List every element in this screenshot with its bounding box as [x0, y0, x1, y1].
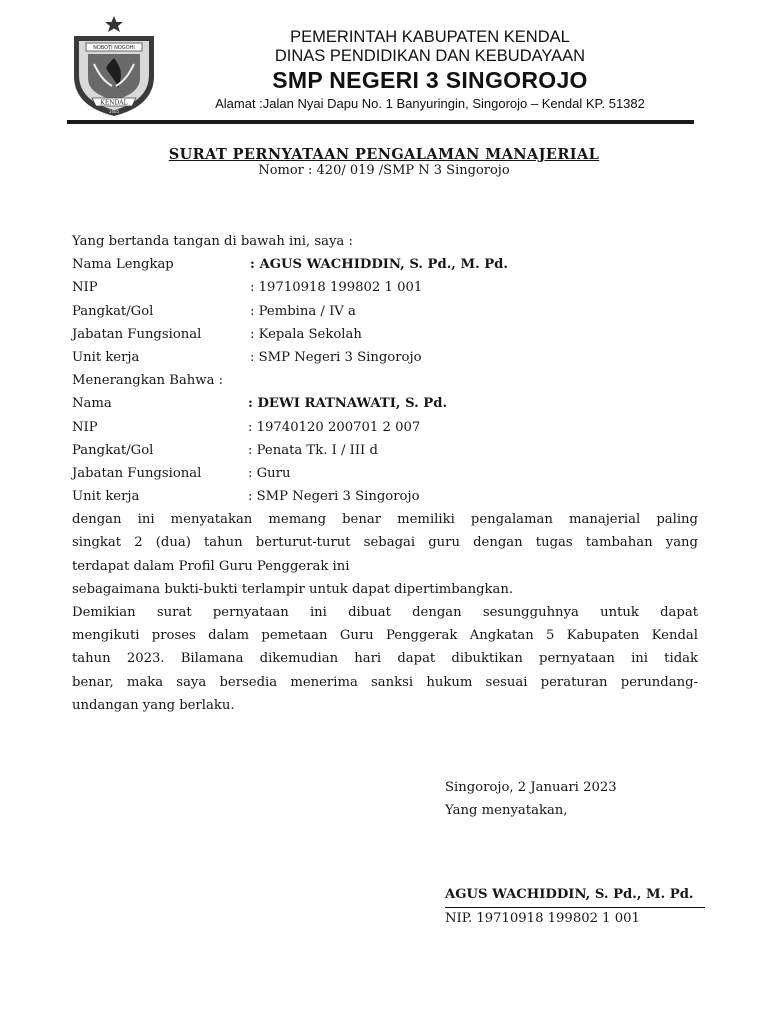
letterhead: [0, 0, 768, 126]
subject-row: [72, 462, 698, 485]
statement-line: singkat 2 (dua) tahun berturut-turut sebagai guru dengan tugas tambahan yang: [72, 535, 698, 551]
field-value: : Guru: [248, 465, 291, 481]
field-value: : Pembina / IV a: [250, 303, 356, 319]
field-value: : SMP Negeri 3 Singorojo: [250, 349, 422, 365]
field-value: : SMP Negeri 3 Singorojo: [248, 489, 420, 505]
closing-line: mengikuti proses dalam pemetaan Guru Penggerak Angkatan 5 Kabupaten Kendal: [72, 628, 698, 644]
statement-line: dengan ini menyatakan memang benar memiliki pengalaman manajerial paling: [72, 512, 698, 528]
field-label: NIP: [72, 280, 98, 296]
closing-line: Demikian surat pernyataan ini dibuat dengan sesungguhnya untuk dapat: [72, 605, 698, 620]
field-label: Nama Lengkap: [72, 257, 174, 273]
field-value: : Kepala Sekolah: [250, 326, 362, 342]
signatory-row: [72, 346, 698, 369]
declarant-label: Yang menyatakan,: [445, 803, 568, 818]
signatory-row: [72, 253, 698, 276]
declares-line: Menerangkan Bahwa :: [72, 373, 224, 389]
school-name: SMP NEGERI 3 SINGOROJO: [272, 67, 588, 93]
signer-nip: NIP. 19710918 199802 1 001: [445, 911, 640, 926]
department-name: DINAS PENDIDIKAN DAN KEBUDAYAAN: [274, 47, 586, 65]
closing-line: benar, maka saya bersedia menerima sanksi hukum sesuai peraturan perundang-: [72, 674, 698, 690]
government-name: PEMERINTAH KABUPATEN KENDAL: [290, 28, 570, 46]
letterhead-text: [170, 28, 690, 113]
letterhead-divider: [67, 120, 694, 124]
field-label: NIP: [72, 419, 98, 435]
statement-paragraph: [72, 508, 698, 601]
signature-block: [445, 776, 617, 822]
subject-row: [72, 416, 698, 439]
statement-line: sebagaimana bukti-bukti terlampir untuk dapat dipertimbangkan.: [72, 581, 514, 597]
signatory-row: [72, 276, 698, 299]
statement-line: terdapat dalam Profil Guru Penggerak ini: [72, 558, 350, 574]
field-label: Unit kerja: [72, 349, 140, 365]
letter-number: Nomor : 420/ 019 /SMP N 3 Singorojo: [258, 163, 510, 178]
svg-text:KENDAL: KENDAL: [100, 99, 128, 107]
field-value: : Penata Tk. I / III d: [248, 442, 378, 458]
field-value: : 19710918 199802 1 001: [250, 280, 423, 296]
field-label: Jabatan Fungsional: [72, 326, 202, 342]
closing-line: tahun 2023. Bilamana dikemudian hari dapat dibuktikan pernyataan ini tidak: [72, 651, 698, 667]
field-value: : 19740120 200701 2 007: [248, 419, 421, 435]
field-label: Pangkat/Gol: [72, 303, 154, 319]
subject-row: [72, 485, 698, 508]
field-label: Unit kerja: [72, 489, 140, 505]
subject-row: [72, 392, 698, 415]
letter-body: [72, 230, 698, 717]
signatory-row: [72, 300, 698, 323]
closing-line: undangan yang berlaku.: [72, 697, 235, 713]
signer-name: AGUS WACHIDDIN, S. Pd., M. Pd.: [445, 884, 705, 908]
letter-title: SURAT PERNYATAAN PENGALAMAN MANAJERIAL: [168, 146, 600, 163]
intro-line: Yang bertanda tangan di bawah ini, saya :: [72, 234, 353, 249]
signatory-row: [72, 323, 698, 346]
place-date: Singorojo, 2 Januari 2023: [445, 780, 617, 795]
svg-text:1605: 1605: [108, 109, 120, 114]
subject-row: [72, 439, 698, 462]
svg-text:NOBOTI NOGOHI: NOBOTI NOGOHI: [93, 45, 135, 51]
field-label: Jabatan Fungsional: [72, 465, 202, 481]
field-value: : DEWI RATNAWATI, S. Pd.: [248, 396, 448, 412]
school-address: Alamat :Jalan Nyai Dapu No. 1 Banyuringin, Singorojo – Kendal KP. 51382: [215, 96, 645, 111]
signer: [445, 884, 705, 929]
field-label: Pangkat/Gol: [72, 442, 154, 458]
closing-paragraph: [72, 601, 698, 717]
field-label: Nama: [72, 396, 112, 412]
kendal-regency-crest-icon: [68, 14, 160, 118]
field-value: : AGUS WACHIDDIN, S. Pd., M. Pd.: [250, 257, 508, 273]
